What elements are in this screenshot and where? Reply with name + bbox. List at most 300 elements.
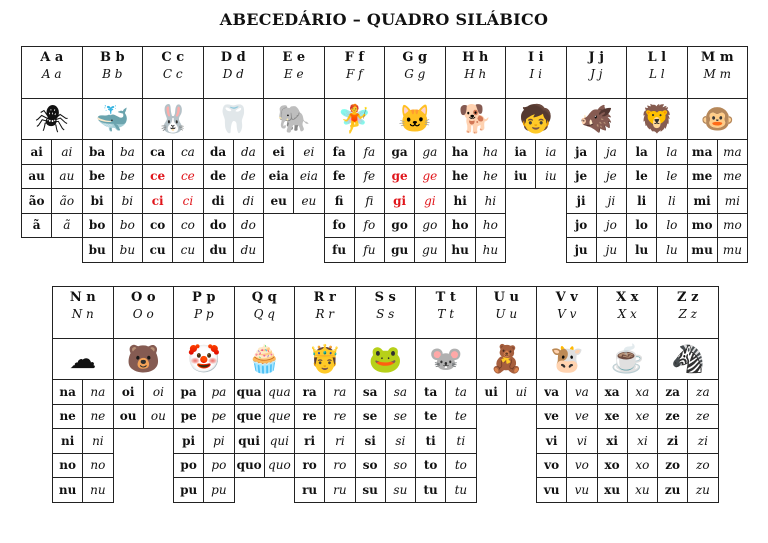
syllable-print: ze — [665, 409, 680, 424]
syllable-cursive: qua — [264, 380, 294, 404]
syllable-row — [52, 453, 114, 479]
syllable-print: ia — [514, 144, 527, 159]
letter-header — [263, 46, 325, 99]
syllable-print: sa — [362, 384, 378, 399]
syllable-print: ri — [304, 433, 316, 448]
syllable-print: pa — [180, 384, 197, 399]
syllable-row — [476, 379, 538, 405]
letter-header — [82, 46, 144, 99]
syllable-row — [597, 428, 659, 454]
syllable-cursive: ri — [324, 429, 354, 453]
syllable-cursive: ga — [414, 140, 444, 164]
syllable-print: eia — [268, 169, 289, 184]
syllable-row — [355, 477, 417, 503]
syllable-print: fo — [332, 218, 346, 233]
letter-print: M m — [700, 50, 734, 65]
letter-cursive: Z z — [678, 307, 697, 321]
syllable-print: za — [665, 384, 680, 399]
syllable-row — [355, 379, 417, 405]
whale-icon: 🐳 — [95, 103, 130, 135]
syllable-print: to — [423, 458, 438, 473]
syllable-print: si — [364, 433, 376, 448]
cupcake-icon: 🧁 — [247, 343, 282, 375]
letter-print: E e — [282, 50, 306, 65]
syllable-print: la — [635, 144, 648, 159]
syllable-row — [415, 453, 477, 479]
syllable-print: du — [209, 242, 227, 257]
syllable-cursive: si — [385, 429, 415, 453]
syllable-row — [294, 477, 356, 503]
letter-cursive: O o — [132, 307, 154, 321]
syllable-print: eu — [270, 193, 287, 208]
hyena-icon: 🐕 — [458, 103, 493, 135]
syllable-print: mi — [693, 193, 711, 208]
syllable-cursive: xo — [627, 454, 657, 478]
syllable-cursive: ou — [143, 405, 173, 429]
syllable-cursive: me — [717, 165, 747, 189]
syllable-cursive: va — [566, 380, 596, 404]
picture-cell — [294, 338, 356, 380]
letter-print: D d — [220, 50, 246, 65]
syllable-print: iu — [513, 169, 528, 184]
syllable-print: ni — [60, 433, 75, 448]
syllable-cursive: bo — [112, 214, 142, 238]
syllable-cursive: quo — [264, 454, 294, 478]
syllable-cursive: au — [51, 165, 81, 189]
syllable-cursive: no — [82, 454, 112, 478]
syllable-row — [566, 213, 628, 239]
syllable-cursive: mo — [717, 214, 747, 238]
letter-cursive: P p — [193, 307, 214, 321]
syllable-cursive: ã — [51, 214, 81, 238]
syllable-print: ha — [451, 144, 469, 159]
syllable-print: ru — [302, 482, 318, 497]
letter-cursive: V v — [557, 307, 577, 321]
syllable-row — [142, 164, 204, 190]
picture-cell — [536, 338, 598, 380]
syllable-print: ti — [425, 433, 436, 448]
syllable-row — [203, 164, 265, 190]
syllable-print: va — [544, 384, 559, 399]
syllable-print: ma — [691, 144, 713, 159]
letter-cursive: D d — [222, 67, 244, 81]
syllable-print: fi — [334, 193, 344, 208]
syllable-print: bi — [90, 193, 104, 208]
letter-print: B b — [99, 50, 125, 65]
syllable-cursive: de — [233, 165, 263, 189]
syllable-row — [536, 379, 598, 405]
syllable-print: ve — [544, 409, 559, 424]
letter-cursive: H h — [464, 67, 487, 81]
syllable-row — [505, 139, 567, 165]
syllable-cursive: la — [656, 140, 686, 164]
letter-header — [384, 46, 446, 99]
syllable-cursive: sa — [385, 380, 415, 404]
syllable-cursive: ji — [596, 189, 626, 213]
syllable-cursive: pu — [203, 478, 233, 502]
syllable-row — [324, 188, 386, 214]
letter-header — [21, 46, 83, 99]
syllable-print: be — [89, 169, 106, 184]
syllable-print: no — [59, 458, 76, 473]
syllable-row — [263, 139, 325, 165]
picture-cell — [687, 98, 749, 140]
syllable-print: xo — [604, 458, 620, 473]
syllable-row — [566, 139, 628, 165]
syllable-print: ho — [451, 218, 469, 233]
syllable-row — [234, 404, 296, 430]
syllable-cursive: zi — [687, 429, 717, 453]
syllable-cursive: eia — [293, 165, 323, 189]
picture-cell — [384, 98, 446, 140]
picture-cell — [355, 338, 417, 380]
letter-cursive: G g — [404, 67, 426, 81]
tooth-icon: 🦷 — [216, 103, 251, 135]
syllable-print: xa — [604, 384, 620, 399]
syllable-cursive: pi — [203, 429, 233, 453]
syllable-row — [203, 237, 265, 263]
syllable-cursive: xa — [627, 380, 657, 404]
letter-header — [52, 286, 114, 339]
syllable-cursive: be — [112, 165, 142, 189]
letter-print: P p — [192, 290, 216, 305]
syllable-print: na — [59, 384, 76, 399]
picture-cell — [21, 98, 83, 140]
syllable-print: ci — [151, 193, 164, 208]
syllable-cursive: qui — [264, 429, 294, 453]
letter-header — [173, 286, 235, 339]
syllable-row — [52, 379, 114, 405]
syllable-print: ca — [150, 144, 166, 159]
syllable-cursive: ce — [172, 165, 202, 189]
syllable-cursive: ei — [293, 140, 323, 164]
syllable-row — [294, 428, 356, 454]
syllable-row — [384, 164, 446, 190]
syllable-cursive: du — [233, 238, 263, 262]
syllable-print: ba — [89, 144, 106, 159]
syllable-print: de — [210, 169, 227, 184]
syllable-print: xi — [606, 433, 618, 448]
syllable-row — [173, 404, 235, 430]
syllable-print: pe — [180, 409, 197, 424]
syllable-row — [234, 428, 296, 454]
syllable-cursive: he — [475, 165, 505, 189]
syllable-row — [21, 164, 83, 190]
syllable-row — [415, 477, 477, 503]
syllable-print: ju — [574, 242, 588, 257]
syllable-row — [626, 164, 688, 190]
lion-icon: 🦁 — [639, 103, 674, 135]
syllable-row — [82, 188, 144, 214]
syllable-cursive: ha — [475, 140, 505, 164]
letter-cursive: X x — [617, 307, 637, 321]
syllable-cursive: nu — [82, 478, 112, 502]
letter-print: C c — [161, 50, 185, 65]
syllable-cursive: ia — [535, 140, 565, 164]
syllable-cursive: tu — [445, 478, 475, 502]
syllable-cursive: fo — [354, 214, 384, 238]
syllable-print: zu — [664, 482, 681, 497]
syllable-cursive: je — [596, 165, 626, 189]
syllable-print: do — [209, 218, 227, 233]
syllable-row — [173, 453, 235, 479]
syllable-print: ã — [32, 218, 41, 233]
letter-print: S s — [374, 290, 396, 305]
letter-header — [657, 286, 719, 339]
syllable-row — [657, 428, 719, 454]
syllable-print: quo — [236, 458, 262, 473]
syllable-print: gi — [393, 193, 407, 208]
syllable-row — [445, 164, 507, 190]
syllable-row — [234, 453, 296, 479]
syllable-cursive: ui — [506, 380, 536, 404]
syllable-row — [687, 164, 749, 190]
letter-header — [476, 286, 538, 339]
letter-header — [113, 286, 175, 339]
syllable-print: fe — [332, 169, 346, 184]
syllable-row — [142, 237, 204, 263]
syllable-row — [445, 237, 507, 263]
syllable-row — [687, 237, 749, 263]
letter-cursive: A a — [41, 67, 62, 81]
picture-cell — [82, 98, 144, 140]
syllable-row — [173, 477, 235, 503]
syllable-cursive: go — [414, 214, 444, 238]
syllable-print: oi — [121, 384, 135, 399]
syllable-row — [445, 188, 507, 214]
letter-cursive: Q q — [253, 307, 275, 321]
picture-cell — [597, 338, 659, 380]
syllable-cursive: iu — [535, 165, 565, 189]
syllable-row — [263, 164, 325, 190]
syllable-row — [173, 428, 235, 454]
syllable-cursive: ai — [51, 140, 81, 164]
letter-cursive: J j — [590, 67, 603, 81]
letter-print: L l — [647, 50, 667, 65]
syllable-print: le — [635, 169, 648, 184]
syllable-row — [21, 139, 83, 165]
syllable-row — [626, 188, 688, 214]
syllable-cursive: te — [445, 405, 475, 429]
syllable-row — [173, 379, 235, 405]
syllable-print: que — [236, 409, 262, 424]
syllable-cursive: ru — [324, 478, 354, 502]
syllable-cursive: ci — [172, 189, 202, 213]
syllable-print: qua — [236, 384, 262, 399]
syllable-row — [657, 477, 719, 503]
syllable-cursive: ro — [324, 454, 354, 478]
syllable-cursive: ca — [172, 140, 202, 164]
syllable-cursive: que — [264, 405, 294, 429]
syllable-cursive: ni — [82, 429, 112, 453]
syllable-cursive: re — [324, 405, 354, 429]
syllable-row — [21, 188, 83, 214]
syllable-cursive: xu — [627, 478, 657, 502]
syllable-cursive: gu — [414, 238, 444, 262]
syllable-row — [355, 453, 417, 479]
syllable-cursive: di — [233, 189, 263, 213]
syllable-row — [355, 404, 417, 430]
syllable-row — [113, 379, 175, 405]
syllable-cursive: su — [385, 478, 415, 502]
syllable-row — [626, 237, 688, 263]
syllable-cursive: fe — [354, 165, 384, 189]
syllable-cursive: cu — [172, 238, 202, 262]
syllable-print: co — [149, 218, 166, 233]
syllable-cursive: ra — [324, 380, 354, 404]
syllable-cursive: ma — [717, 140, 747, 164]
syllable-row — [657, 379, 719, 405]
syllable-cursive: ja — [596, 140, 626, 164]
letter-print: R r — [313, 290, 336, 305]
picture-cell — [113, 338, 175, 380]
syllable-row — [687, 188, 749, 214]
letter-header — [445, 46, 507, 99]
syllable-cursive: oi — [143, 380, 173, 404]
syllable-cursive: ne — [82, 405, 112, 429]
cat-icon: 🐱 — [397, 103, 432, 135]
syllable-print: ce — [150, 169, 166, 184]
syllable-print: xe — [604, 409, 620, 424]
letter-header — [597, 286, 659, 339]
syllable-row — [113, 404, 175, 430]
syllable-print: qui — [238, 433, 260, 448]
letter-print: X x — [616, 290, 639, 305]
syllable-print: fa — [332, 144, 346, 159]
letter-cursive: C c — [162, 67, 183, 81]
syllable-row — [445, 213, 507, 239]
syllable-cursive: co — [172, 214, 202, 238]
syllable-print: au — [28, 169, 45, 184]
syllable-cursive: zu — [687, 478, 717, 502]
syllable-row — [294, 453, 356, 479]
teacup-icon: ☕ — [610, 343, 645, 375]
spider-icon: 🕷 — [34, 103, 69, 135]
syllable-print: fu — [332, 242, 347, 257]
letter-print: F f — [344, 50, 364, 65]
syllable-print: go — [391, 218, 408, 233]
syllable-row — [687, 213, 749, 239]
letter-print: G g — [402, 50, 428, 65]
syllable-print: ge — [391, 169, 408, 184]
letter-cursive: E e — [283, 67, 304, 81]
syllable-row — [626, 213, 688, 239]
syllable-row — [687, 139, 749, 165]
letter-header — [536, 286, 598, 339]
syllable-row — [294, 379, 356, 405]
syllable-row — [142, 188, 204, 214]
letter-cursive: N n — [71, 307, 94, 321]
picture-cell — [566, 98, 628, 140]
letter-header — [355, 286, 417, 339]
syllable-row — [203, 139, 265, 165]
syllable-row — [263, 188, 325, 214]
syllable-row — [536, 453, 598, 479]
syllable-cursive: se — [385, 405, 415, 429]
syllable-print: ui — [484, 384, 498, 399]
syllable-row — [324, 237, 386, 263]
letter-cursive: R r — [315, 307, 335, 321]
letter-print: Z z — [677, 290, 699, 305]
zebra-icon: 🦓 — [670, 343, 705, 375]
syllable-print: cu — [149, 242, 166, 257]
syllable-print: vo — [544, 458, 560, 473]
syllable-row — [415, 428, 477, 454]
syllable-print: ji — [576, 193, 586, 208]
syllable-row — [142, 213, 204, 239]
picture-cell — [173, 338, 235, 380]
picture-cell — [324, 98, 386, 140]
syllable-row — [82, 139, 144, 165]
monkey-icon: 🐵 — [700, 103, 735, 135]
letter-print: J j — [588, 50, 604, 65]
syllable-cursive: ge — [414, 165, 444, 189]
letter-cursive: I i — [529, 67, 542, 81]
syllable-row — [536, 404, 598, 430]
syllable-print: li — [637, 193, 647, 208]
syllable-cursive: ve — [566, 405, 596, 429]
syllable-print: pu — [180, 482, 198, 497]
syllable-cursive: za — [687, 380, 717, 404]
syllable-print: mu — [691, 242, 713, 257]
syllable-print: di — [211, 193, 225, 208]
syllable-row — [234, 379, 296, 405]
letter-header — [566, 46, 628, 99]
letter-header — [294, 286, 356, 339]
syllable-print: mo — [691, 218, 713, 233]
syllable-cursive: gi — [414, 189, 444, 213]
syllable-cursive: bu — [112, 238, 142, 262]
syllable-cursive: so — [385, 454, 415, 478]
syllable-row — [384, 139, 446, 165]
clown-icon: 🤡 — [186, 343, 221, 375]
syllable-row — [324, 164, 386, 190]
syllable-cursive: ho — [475, 214, 505, 238]
syllable-print: zi — [666, 433, 679, 448]
syllable-print: hi — [453, 193, 467, 208]
cow-icon: 🐮 — [549, 343, 584, 375]
syllable-cursive: ta — [445, 380, 475, 404]
letter-print: H h — [462, 50, 489, 65]
syllable-cursive: vu — [566, 478, 596, 502]
syllable-row — [597, 453, 659, 479]
syllable-print: ão — [28, 193, 45, 208]
picture-cell — [203, 98, 265, 140]
syllable-row — [203, 188, 265, 214]
syllable-cursive: ze — [687, 405, 717, 429]
syllable-print: ne — [59, 409, 76, 424]
syllable-row — [52, 404, 114, 430]
king-icon: 🤴 — [307, 343, 342, 375]
syllable-row — [566, 237, 628, 263]
syllable-cursive: vi — [566, 429, 596, 453]
elephant-icon: 🐘 — [276, 103, 311, 135]
boar-icon: 🐗 — [579, 103, 614, 135]
syllable-print: je — [575, 169, 588, 184]
cloud-icon: ☁ — [69, 343, 97, 375]
picture-cell — [142, 98, 204, 140]
syllable-row — [52, 477, 114, 503]
syllable-print: ei — [272, 144, 285, 159]
syllable-cursive: po — [203, 454, 233, 478]
syllable-print: me — [691, 169, 713, 184]
picture-cell — [626, 98, 688, 140]
letter-header — [505, 46, 567, 99]
letter-header — [234, 286, 296, 339]
syllable-cursive: jo — [596, 214, 626, 238]
picture-cell — [415, 338, 477, 380]
syllable-cursive: to — [445, 454, 475, 478]
